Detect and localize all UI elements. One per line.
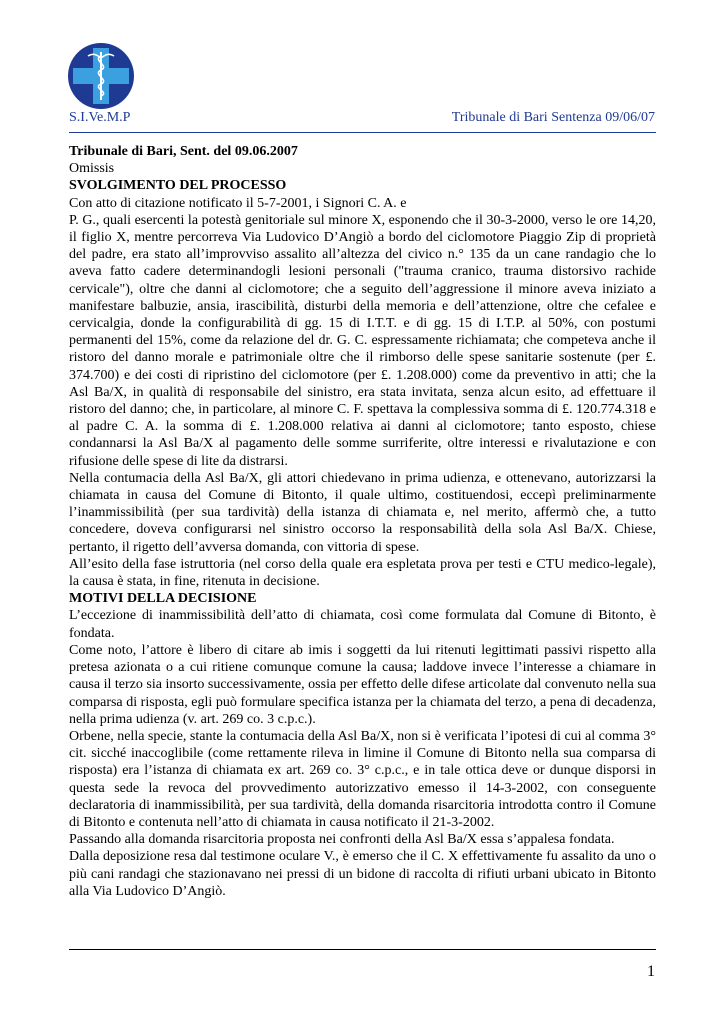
header-divider <box>69 132 656 133</box>
document-body <box>69 143 656 900</box>
header-document-ref: Tribunale di Bari Sentenza 09/06/07 <box>451 110 655 125</box>
page-number: 1 <box>647 963 655 980</box>
footer-divider <box>69 949 656 950</box>
omissis-text: Omissis <box>69 161 115 177</box>
section-heading-motivi: MOTIVI DELLA DECISIONE <box>69 591 257 607</box>
document-title: Tribunale di Bari, Sent. del 09.06.2007 <box>69 144 298 159</box>
paragraph: Nella contumacia della Asl Ba/X, gli attori chiedevano in prima udienza, e ottenevano, autorizzarsi la chiamata in causa del Comune di Bitonto, il quale ultimo, costituendosi, eccepì preliminarmente l’inammissibilità (per sua tardività) della istanza di chiamata e, nel merito, affermò che, a tutto concedere, doveva configurarsi nel sinistro occorso la responsabilità della sola Asl Ba/X. Chiese, pertanto, il rigetto dell’avversa domanda, con vittoria di spese. <box>69 470 656 555</box>
paragraph: Dalla deposizione resa dal testimone oculare V., è emerso che il C. X effettivamente fu assalito da uno o più cani randagi che stazionavano nei pressi di un bidone di raccolta di rifiuti urbani ubicato in Bitonto alla Via Ludovico D’Angiò. <box>69 849 656 899</box>
section-heading-svolgimento: SVOLGIMENTO DEL PROCESSO <box>69 178 287 194</box>
paragraph: Passando alla domanda risarcitoria proposta nei confronti della Asl Ba/X essa s’appalesa fondata. <box>69 832 615 848</box>
paragraph: L’eccezione di inammissibilità dell’atto di chiamata, così come formulata dal Comune di Bitonto, è fondata. <box>69 608 656 641</box>
paragraph: P. G., quali esercenti la potestà genitoriale sul minore X, esponendo che il 30-3-2000, verso le ore 14,20, il figlio X, mentre percorreva Via Ludovico D’Angiò a bordo del ciclomotore Piaggio Zip di proprietà del padre, era stato all’improvviso assalito all’altezza del civico n.° 135 da un cane randagio che lo aveva fatto cadere determinandogli lesioni personali ("trauma cranico, trauma distorsivo rachide cervicale"), oltre che danni al ciclomotore; che a seguito dell’aggressione il minore aveva iniziato a manifestare balbuzie, ansia, irascibilità, disturbi della memoria e dell’attenzione, oltre che cefalee e cervicalgia, donde la configurabilità di gg. 15 di I.T.T. e di gg. 15 di I.T.P. al 50%, con postumi permanenti del 15%, come da relazione del dr. G. C. espressamente richiamata; che competeva anche il ristoro del danno morale e patrimoniale oltre che il rimborso delle spese sanitarie sostenute (per £. 374.700) e dei costi di ripristino del ciclomotore (per £. 1.208.000) come da preventivo in atti; che la Asl Ba/X, in qualità di responsabile del sinistro, era stata invitata, senza alcun esito, ad effettuare il ristoro del danno; che, in particolare, al minore C. F. spettava la complessiva somma di £. 120.774.318 e al padre C. A. la somma di £. 1.208.000 relativa ai danni al ciclomotore; tanto esposto, chiese condannarsi la Asl Ba/X al pagamento delle somme surriferite, oltre interessi e rivalutazione e con rifusione delle spese di lite da distrarsi. <box>69 212 656 469</box>
paragraph: Orbene, nella specie, stante la contumacia della Asl Ba/X, non si è verificata l’ipotesi di cui al comma 3° cit. sicché inaccoglibile (come rettamente rileva in limine il Comune di Bitonto nella sua comparsa di risposta) era l’istanza di chiamata ex art. 269 co. 3° c.p.c., e in tale ottica deve or dunque disporsi in questa sede la revoca del provvedimento autorizzativo emesso il 14-3-2002, con conseguente declaratoria di inammissibilità, per sua tardività, della domanda risarcitoria introdotta contro il Comune di Bitonto e contenuta nell’atto di chiamata in causa notificato il 21-3-2002. <box>69 728 656 830</box>
header-org-name: S.I.Ve.M.P <box>69 110 131 125</box>
sivemp-logo <box>66 42 136 110</box>
paragraph: Come noto, l’attore è libero di citare ab imis i soggetti da lui ritenuti legittimati passivi rispetto alla pretesa azionata o a cui ritiene comunque comune la causa; laddove invece l’interesse a chiamare in causa il terzo sia insorto successivamente, ossia per effetto delle difese articolate dal convenuto nella sua comparsa di risposta, egli può formulare specifica istanza per la chiamata del terzo, a pena di decadenza, nella prima udienza (v. art. 269 co. 3 c.p.c.). <box>69 642 656 727</box>
paragraph: Con atto di citazione notificato il 5-7-2001, i Signori C. A. e <box>69 195 407 211</box>
paragraph: All’esito della fase istruttoria (nel corso della quale era espletata prova per testi e CTU medico-legale), la causa è stata, in fine, ritenuta in decisione. <box>69 556 656 590</box>
